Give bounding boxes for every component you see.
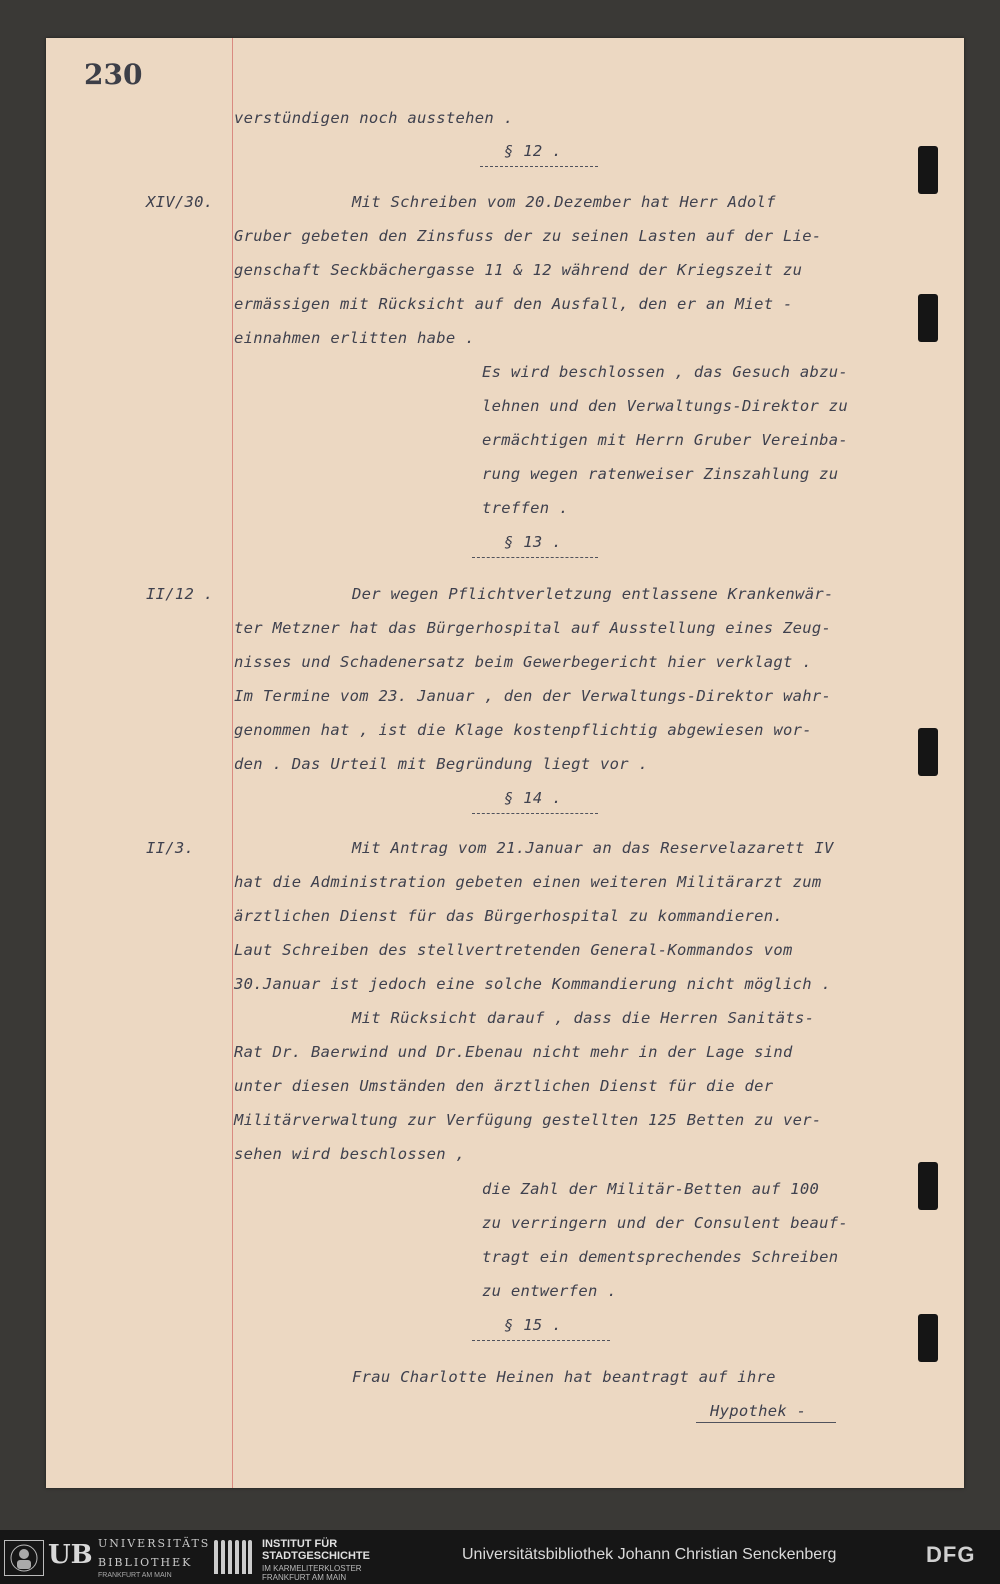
section-heading: § 12 . <box>504 142 562 160</box>
section-underline <box>472 557 598 558</box>
institute-columns-icon <box>214 1540 252 1574</box>
dfg-logo: DFG <box>926 1542 976 1567</box>
text-line: genommen hat , ist die Klage kostenpflichtig abgewiesen wor- <box>234 721 812 739</box>
text-line: Militärverwaltung zur Verfügung gestellten 125 Betten zu ver- <box>234 1111 822 1129</box>
institute-title: INSTITUT FÜR STADTGESCHICHTE <box>262 1538 370 1562</box>
section-underline <box>472 1340 610 1341</box>
text-line: ermässigen mit Rücksicht auf den Ausfall, den er an Miet - <box>234 295 793 313</box>
section-heading: § 14 . <box>504 789 562 807</box>
index-tab <box>918 294 938 342</box>
page-number: 230 <box>84 58 143 91</box>
text-line: den . Das Urteil mit Begründung liegt vor . <box>234 755 649 773</box>
text-line: zu verringern und der Consulent beauf- <box>482 1214 849 1232</box>
text-line: rung wegen ratenweiser Zinszahlung zu <box>482 465 839 483</box>
margin-rule <box>232 38 233 1488</box>
text-line: ter Metzner hat das Bürgerhospital auf Ausstellung eines Zeug- <box>234 619 832 637</box>
text-line: zu entwerfen . <box>482 1282 617 1300</box>
catchword: Hypothek - <box>710 1402 807 1420</box>
text-line: Mit Rücksicht darauf , dass die Herren Sanitäts- <box>352 1009 815 1027</box>
footer-bar <box>0 1530 1000 1584</box>
section-underline <box>480 166 598 167</box>
catchword-underline <box>696 1422 836 1423</box>
text-line: Im Termine vom 23. Januar , den der Verwaltungs-Direktor wahr- <box>234 687 832 705</box>
section-heading: § 13 . <box>504 533 562 551</box>
text-line: Der wegen Pflichtverletzung entlassene Krankenwär- <box>352 585 834 603</box>
ub-city: FRANKFURT AM MAIN <box>98 1572 172 1579</box>
text-line: treffen . <box>482 499 569 517</box>
section-heading: § 15 . <box>504 1316 562 1334</box>
index-tab <box>918 1162 938 1210</box>
text-line: Laut Schreiben des stellvertretenden General-Kommandos vom <box>234 941 793 959</box>
text-line: Frau Charlotte Heinen hat beantragt auf ihre <box>352 1368 776 1386</box>
index-tab <box>918 728 938 776</box>
index-tab <box>918 146 938 194</box>
index-tab <box>918 1314 938 1362</box>
text-line: tragt ein dementsprechendes Schreiben <box>482 1248 839 1266</box>
text-line: Es wird beschlossen , das Gesuch abzu- <box>482 363 849 381</box>
text-line: unter diesen Umständen den ärztlichen Dienst für die der <box>234 1077 774 1095</box>
text-line: ermächtigen mit Herrn Gruber Vereinba- <box>482 431 849 449</box>
library-credit: Universitätsbibliothek Johann Christian Senckenberg <box>462 1546 837 1563</box>
margin-ref: II/12 . <box>146 585 214 603</box>
margin-ref: II/3. <box>146 839 195 857</box>
text-line: verstündigen noch ausstehen . <box>234 109 514 127</box>
ub-name: UNIVERSITÄTS BIBLIOTHEK <box>98 1537 211 1569</box>
text-line: hat die Administration gebeten einen weiteren Militärarzt zum <box>234 873 822 891</box>
text-line: 30.Januar ist jedoch eine solche Kommandierung nicht möglich . <box>234 975 832 993</box>
text-line: nisses und Schadenersatz beim Gewerbegericht hier verklagt . <box>234 653 812 671</box>
text-line: genschaft Seckbächergasse 11 & 12 während der Kriegszeit zu <box>234 261 803 279</box>
ub-logo: UB <box>48 1540 93 1570</box>
text-line: ärztlichen Dienst für das Bürgerhospital zu kommandieren. <box>234 907 784 925</box>
section-underline <box>472 813 598 814</box>
university-seal-icon <box>4 1540 44 1576</box>
margin-ref: XIV/30. <box>146 193 214 211</box>
text-line: einnahmen erlitten habe . <box>234 329 475 347</box>
text-line: Mit Schreiben vom 20.Dezember hat Herr Adolf <box>352 193 776 211</box>
text-line: sehen wird beschlossen , <box>234 1145 466 1163</box>
text-line: Mit Antrag vom 21.Januar an das Reservelazarett IV <box>352 839 834 857</box>
text-line: lehnen und den Verwaltungs-Direktor zu <box>482 397 849 415</box>
text-line: die Zahl der Militär-Betten auf 100 <box>482 1180 820 1198</box>
document-page <box>46 38 964 1488</box>
text-line: Rat Dr. Baerwind und Dr.Ebenau nicht mehr in der Lage sind <box>234 1043 793 1061</box>
institute-subtitle: IM KARMELITERKLOSTER FRANKFURT AM MAIN <box>262 1564 362 1582</box>
text-line: Gruber gebeten den Zinsfuss der zu seinen Lasten auf der Lie- <box>234 227 822 245</box>
